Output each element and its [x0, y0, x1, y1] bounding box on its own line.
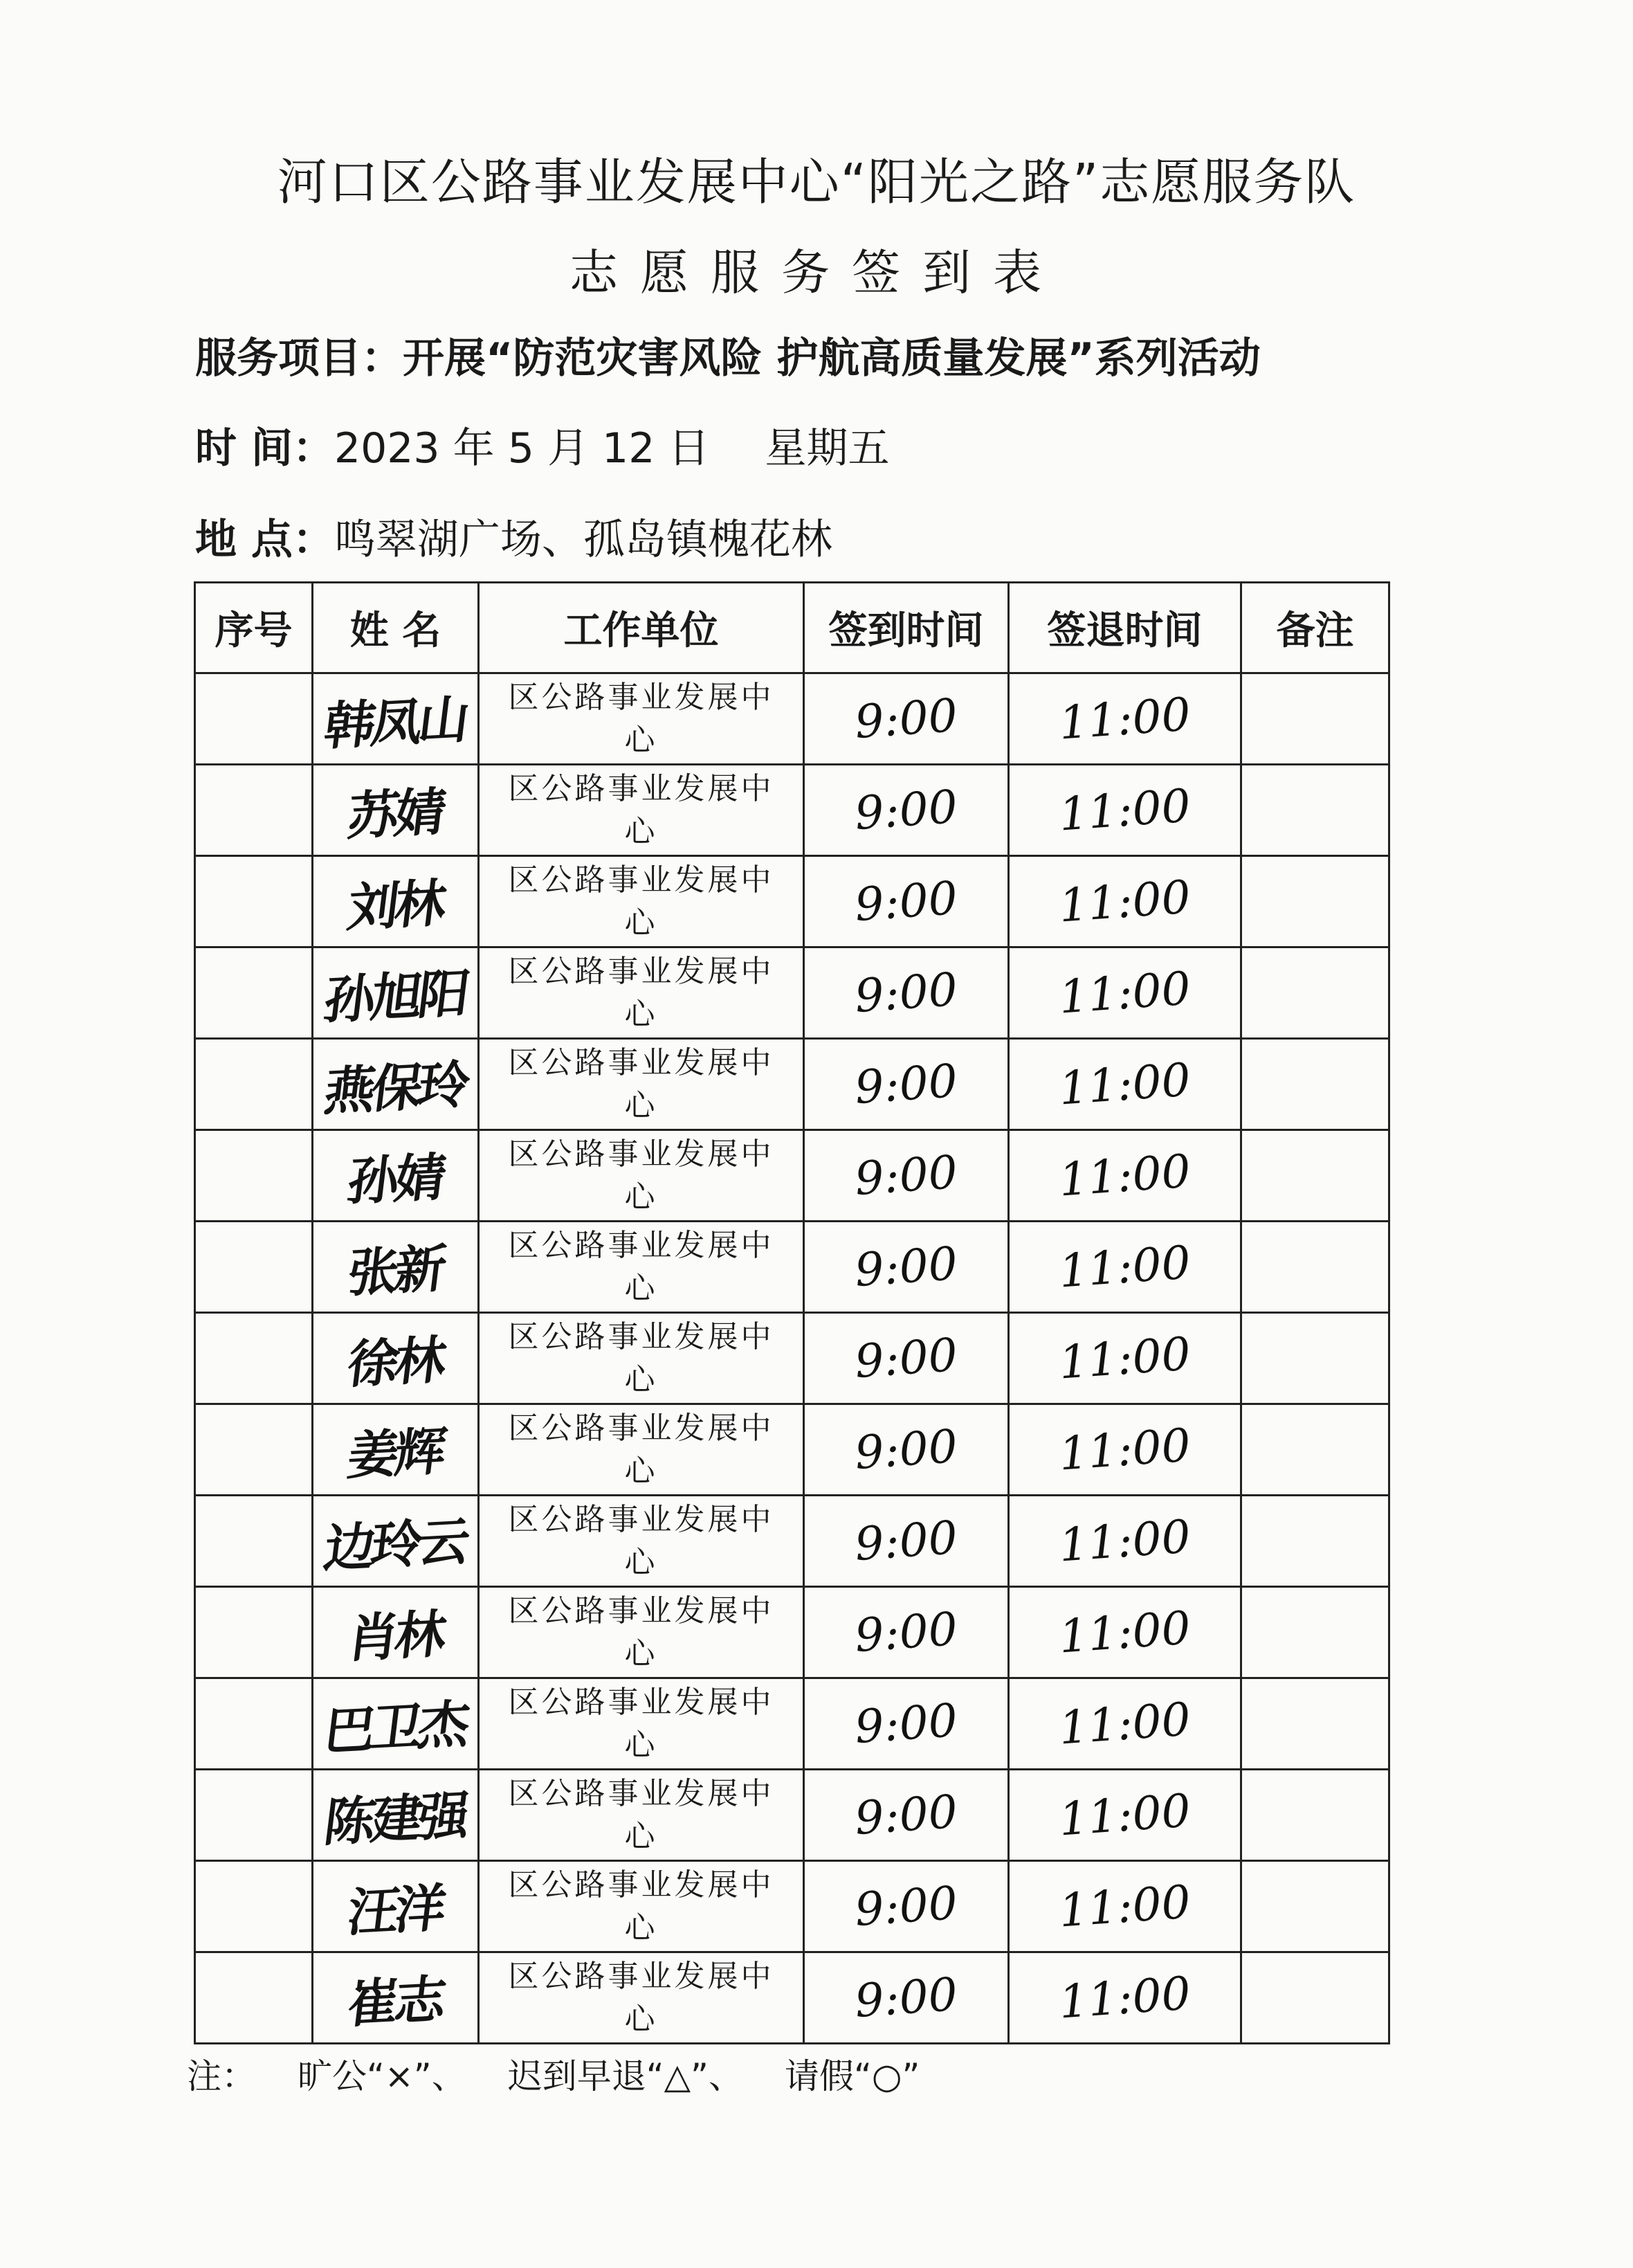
table-header-row: [195, 583, 1389, 673]
name-cell: [313, 1039, 479, 1130]
name-cell: [313, 1861, 479, 1952]
sign-out-cell: [1009, 1952, 1241, 2044]
sign-in-cell: [804, 1861, 1009, 1952]
sign-out-time: 11:00: [1057, 687, 1193, 750]
place-label: 地 点：: [195, 516, 334, 564]
name-cell: [313, 1313, 479, 1404]
sign-in-time: 9:00: [852, 688, 960, 750]
remark-cell: [1241, 1770, 1389, 1861]
unit-text-line1: 区公路事业发展中: [508, 1958, 774, 1994]
unit-cell: [479, 1952, 804, 2044]
service-project-line: [195, 325, 1261, 385]
name-cell: [313, 1496, 479, 1587]
table-row: [195, 1861, 1389, 1952]
sign-in-time: 9:00: [852, 1510, 960, 1572]
sign-out-time: 11:00: [1057, 779, 1193, 842]
sign-out-cell: [1009, 673, 1241, 765]
unit-text-line1: 区公路事业发展中: [508, 1136, 774, 1172]
name-cell: [313, 1770, 479, 1861]
handwritten-name-signature: 崔志: [344, 1969, 446, 2035]
header-unit: 工作单位: [479, 583, 804, 673]
unit-cell: [479, 1222, 804, 1313]
sign-out-cell: [1009, 1587, 1241, 1678]
attendance-table: [194, 581, 1390, 2044]
sign-out-time: 11:00: [1057, 1053, 1193, 1116]
unit-cell: [479, 1496, 804, 1587]
handwritten-name-signature: 巴卫杰: [320, 1694, 469, 1762]
unit-text-line2: 心: [624, 813, 658, 849]
serial-cell: [195, 1313, 313, 1404]
sign-in-time: 9:00: [852, 1693, 960, 1754]
serial-cell: [195, 856, 313, 947]
unit-text-line1: 区公路事业发展中: [508, 1593, 774, 1629]
sign-out-time: 11:00: [1057, 1692, 1193, 1755]
sign-in-cell: [804, 1952, 1009, 2044]
unit-text-line1: 区公路事业发展中: [508, 1775, 774, 1811]
serial-cell: [195, 947, 313, 1039]
footnote-late: 迟到早退“△”、: [507, 2056, 743, 2096]
table-row: [195, 765, 1389, 856]
sign-out-time: 11:00: [1057, 1509, 1193, 1572]
name-cell: [313, 1952, 479, 2044]
serial-cell: [195, 1039, 313, 1130]
sign-out-time: 11:00: [1057, 1327, 1193, 1390]
name-cell: [313, 1130, 479, 1222]
table-row: [195, 1222, 1389, 1313]
name-cell: [313, 1222, 479, 1313]
table-row: [195, 1404, 1389, 1496]
sign-in-cell: [804, 765, 1009, 856]
name-cell: [313, 856, 479, 947]
unit-text-line1: 区公路事业发展中: [508, 770, 774, 806]
sign-in-time: 9:00: [852, 1967, 960, 2029]
sign-in-time: 9:00: [852, 1784, 960, 1846]
unit-text-line1: 区公路事业发展中: [508, 1867, 774, 1903]
sign-in-cell: [804, 673, 1009, 765]
handwritten-name-signature: 姜辉: [344, 1421, 446, 1487]
form-title: 志愿服务签到表: [569, 244, 1064, 301]
sign-in-cell: [804, 1313, 1009, 1404]
unit-text-line1: 区公路事业发展中: [508, 1501, 774, 1537]
handwritten-name-signature: 徐林: [344, 1330, 446, 1395]
sign-out-time: 11:00: [1057, 1144, 1193, 1207]
sign-in-time: 9:00: [852, 1327, 960, 1389]
footnote: [187, 2049, 920, 2098]
sign-out-cell: [1009, 1861, 1241, 1952]
serial-cell: [195, 1404, 313, 1496]
sign-out-cell: [1009, 765, 1241, 856]
sign-in-time: 9:00: [852, 1419, 960, 1480]
unit-cell: [479, 1130, 804, 1222]
serial-cell: [195, 1496, 313, 1587]
sign-in-cell: [804, 1404, 1009, 1496]
serial-cell: [195, 1861, 313, 1952]
unit-text-line2: 心: [624, 1544, 658, 1580]
handwritten-name-signature: 肖林: [344, 1604, 446, 1669]
sign-out-cell: [1009, 1404, 1241, 1496]
table-row: [195, 1678, 1389, 1770]
sign-out-time: 11:00: [1057, 1966, 1193, 2029]
table-row: [195, 1313, 1389, 1404]
sign-out-cell: [1009, 1313, 1241, 1404]
unit-text-line2: 心: [624, 1453, 658, 1489]
sign-out-cell: [1009, 1770, 1241, 1861]
remark-cell: [1241, 1587, 1389, 1678]
sign-out-time: 11:00: [1057, 870, 1193, 933]
remark-cell: [1241, 673, 1389, 765]
unit-text-line2: 心: [624, 996, 658, 1032]
unit-cell: [479, 673, 804, 765]
name-cell: [313, 673, 479, 765]
unit-text-line1: 区公路事业发展中: [508, 1684, 774, 1720]
table-row: [195, 673, 1389, 765]
table-row: [195, 1039, 1389, 1130]
table-body: [195, 673, 1389, 2044]
serial-cell: [195, 1678, 313, 1770]
service-time-line: [195, 415, 889, 475]
unit-text-line2: 心: [624, 905, 658, 941]
unit-text-line1: 区公路事业发展中: [508, 1410, 774, 1446]
remark-cell: [1241, 1404, 1389, 1496]
unit-text-line1: 区公路事业发展中: [508, 953, 774, 989]
unit-text-line2: 心: [624, 1727, 658, 1763]
unit-text-line2: 心: [624, 1087, 658, 1123]
unit-text-line2: 心: [624, 1270, 658, 1306]
organization-title: 河口区公路事业发展中心“阳光之路”志愿服务队: [277, 153, 1356, 211]
unit-cell: [479, 765, 804, 856]
sign-in-cell: [804, 1587, 1009, 1678]
project-value: 开展“防范灾害风险 护航高质量发展”系列活动: [403, 334, 1261, 383]
unit-text-line1: 区公路事业发展中: [508, 1318, 774, 1354]
table-row: [195, 1770, 1389, 1861]
name-cell: [313, 1678, 479, 1770]
service-place-line: [195, 507, 832, 566]
remark-cell: [1241, 1313, 1389, 1404]
unit-text-line2: 心: [624, 2001, 658, 2037]
unit-cell: [479, 856, 804, 947]
sign-in-cell: [804, 1770, 1009, 1861]
unit-cell: [479, 947, 804, 1039]
sign-in-cell: [804, 1496, 1009, 1587]
remark-cell: [1241, 856, 1389, 947]
footnote-prefix: 注：: [187, 2056, 256, 2096]
unit-cell: [479, 1313, 804, 1404]
table-row: [195, 1587, 1389, 1678]
remark-cell: [1241, 765, 1389, 856]
handwritten-name-signature: 张新: [344, 1238, 446, 1304]
remark-cell: [1241, 1039, 1389, 1130]
sign-out-time: 11:00: [1057, 1875, 1193, 1938]
time-weekday: 星期五: [765, 424, 890, 473]
unit-text-line2: 心: [624, 1635, 658, 1671]
footnote-absent: 旷公“×”、: [298, 2056, 466, 2096]
serial-cell: [195, 765, 313, 856]
header-sign-in: 签到时间: [804, 583, 1009, 673]
serial-cell: [195, 1130, 313, 1222]
header-remark: 备注: [1241, 583, 1389, 673]
sign-out-time: 11:00: [1057, 1235, 1193, 1298]
sign-in-cell: [804, 1130, 1009, 1222]
unit-cell: [479, 1678, 804, 1770]
remark-cell: [1241, 1496, 1389, 1587]
sign-in-cell: [804, 947, 1009, 1039]
unit-cell: [479, 1770, 804, 1861]
sign-out-time: 11:00: [1057, 1418, 1193, 1481]
name-cell: [313, 947, 479, 1039]
table-row: [195, 1496, 1389, 1587]
table-row: [195, 856, 1389, 947]
remark-cell: [1241, 947, 1389, 1039]
name-cell: [313, 1404, 479, 1496]
sign-out-cell: [1009, 947, 1241, 1039]
handwritten-name-signature: 孙旭阳: [320, 963, 469, 1031]
unit-cell: [479, 1861, 804, 1952]
sign-in-cell: [804, 1678, 1009, 1770]
serial-cell: [195, 1222, 313, 1313]
handwritten-name-signature: 燕保玲: [320, 1054, 469, 1123]
sign-in-time: 9:00: [852, 1602, 960, 1663]
footnote-leave: 请假“○”: [784, 2056, 920, 2096]
sign-out-time: 11:00: [1057, 1784, 1193, 1847]
handwritten-name-signature: 孙婧: [344, 1147, 446, 1213]
sign-in-time: 9:00: [852, 1145, 960, 1206]
sign-in-time: 9:00: [852, 962, 960, 1024]
sign-in-cell: [804, 856, 1009, 947]
unit-text-line1: 区公路事业发展中: [508, 679, 774, 715]
sign-in-time: 9:00: [852, 1236, 960, 1298]
remark-cell: [1241, 1952, 1389, 2044]
remark-cell: [1241, 1130, 1389, 1222]
header-sign-out: 签退时间: [1009, 583, 1241, 673]
unit-text-line1: 区公路事业发展中: [508, 862, 774, 898]
unit-cell: [479, 1039, 804, 1130]
remark-cell: [1241, 1861, 1389, 1952]
handwritten-name-signature: 刘林: [344, 873, 446, 938]
unit-cell: [479, 1404, 804, 1496]
handwritten-name-signature: 韩凤山: [320, 689, 469, 757]
sign-out-cell: [1009, 856, 1241, 947]
sign-out-cell: [1009, 1130, 1241, 1222]
sign-in-time: 9:00: [852, 871, 960, 932]
sign-in-time: 9:00: [852, 779, 960, 841]
unit-text-line2: 心: [624, 1179, 658, 1215]
remark-cell: [1241, 1222, 1389, 1313]
serial-cell: [195, 673, 313, 765]
unit-text-line2: 心: [624, 1818, 658, 1854]
place-value: 鸣翠湖广场、孤岛镇槐花林: [334, 516, 832, 564]
sign-in-cell: [804, 1039, 1009, 1130]
time-label: 时 间：: [195, 424, 334, 473]
unit-text-line2: 心: [624, 1909, 658, 1945]
sign-out-time: 11:00: [1057, 961, 1193, 1024]
sign-in-time: 9:00: [852, 1053, 960, 1115]
handwritten-name-signature: 汪洋: [344, 1878, 446, 1943]
name-cell: [313, 1587, 479, 1678]
sign-out-cell: [1009, 1039, 1241, 1130]
table-row: [195, 1952, 1389, 2044]
unit-text-line2: 心: [624, 1361, 658, 1397]
handwritten-name-signature: 边玲云: [320, 1511, 469, 1579]
sign-out-cell: [1009, 1678, 1241, 1770]
handwritten-name-signature: 苏婧: [344, 781, 446, 847]
unit-text-line1: 区公路事业发展中: [508, 1227, 774, 1263]
sign-in-cell: [804, 1222, 1009, 1313]
project-label: 服务项目：: [195, 334, 403, 383]
table-row: [195, 1130, 1389, 1222]
sign-out-time: 11:00: [1057, 1601, 1193, 1664]
unit-text-line2: 心: [624, 722, 658, 758]
remark-cell: [1241, 1678, 1389, 1770]
serial-cell: [195, 1770, 313, 1861]
unit-cell: [479, 1587, 804, 1678]
table-row: [195, 947, 1389, 1039]
sign-out-cell: [1009, 1496, 1241, 1587]
sign-out-cell: [1009, 1222, 1241, 1313]
header-serial: 序号: [195, 583, 313, 673]
unit-text-line1: 区公路事业发展中: [508, 1044, 774, 1080]
name-cell: [313, 765, 479, 856]
handwritten-name-signature: 陈建强: [320, 1785, 469, 1853]
time-date: 2023 年 5 月 12 日: [334, 424, 710, 473]
header-name: 姓 名: [313, 583, 479, 673]
serial-cell: [195, 1952, 313, 2044]
serial-cell: [195, 1587, 313, 1678]
sign-in-time: 9:00: [852, 1876, 960, 1937]
